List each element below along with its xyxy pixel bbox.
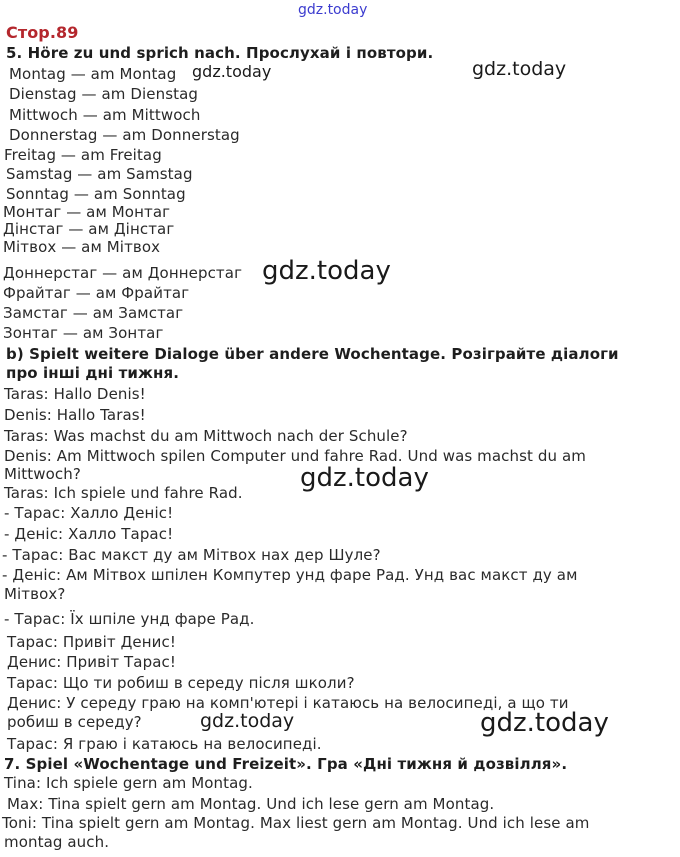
watermark: gdz.today [200,710,295,732]
dialog-de-line: Taras: Was machst du am Mittwoch nach der Schule? [4,427,408,445]
dialog-de-line: Denis: Hallo Taras! [4,406,146,424]
german-day-line: Samstag — am Samstag [6,165,193,183]
dialog-translit-line: - Тарас: Вас макст ду ам Мітвох нах дер Шуле? [2,546,381,564]
task7-heading: 7. Spiel «Wochentage und Freizeit». Гра «Дні тижня й дозвілля». [4,755,568,773]
task-b-heading: про інші дні тижня. [6,364,179,382]
dialog-uk-line: Тарас: Що ти робиш в середу після школи? [7,674,355,692]
page-title: Стор.89 [6,23,79,42]
dialog-de-line: Taras: Hallo Denis! [4,385,146,403]
dialog-translit-line: - Деніс: Халло Тарас! [4,525,174,543]
dialog-uk-line: Денис: У середу граю на комп'ютері і катаюсь на велосипеді, а що ти [7,694,569,712]
watermark: gdz.today [192,62,272,81]
translit-day-line: Доннерстаг — ам Доннерстаг [3,264,243,282]
dialog-uk-line: Денис: Привіт Тарас! [7,653,176,671]
task-b-heading: b) Spielt weitere Dialoge über andere Wochentage. Розіграйте діалоги [6,345,619,363]
translit-day-line: Замстаг — ам Замстаг [3,304,184,322]
watermark-top: gdz.today [298,2,368,18]
watermark: gdz.today [480,708,609,738]
translit-day-line: Мітвох — ам Мітвох [3,238,161,256]
german-day-line: Donnerstag — am Donnerstag [9,126,240,144]
german-day-line: Mittwoch — am Mittwoch [9,106,201,124]
task7-line: Max: Tina spielt gern am Montag. Und ich lese gern am Montag. [7,795,495,813]
translit-day-line: Монтаг — ам Монтаг [3,203,171,221]
dialog-uk-line: Тарас: Я граю і катаюсь на велосипеді. [7,735,322,753]
task7-line: montag auch. [4,833,110,851]
translit-day-line: Фрайтаг — ам Фрайтаг [3,284,190,302]
german-day-line: Freitag — am Freitag [4,146,162,164]
german-day-line: Sonntag — am Sonntag [6,185,186,203]
dialog-translit-line: Мітвох? [4,585,66,603]
dialog-de-line: Mittwoch? [4,465,81,483]
dialog-translit-line: - Деніс: Ам Мітвох шпілен Компутер унд фаре Рад. Унд вас макст ду ам [2,566,578,584]
watermark: gdz.today [472,58,567,80]
translit-day-line: Дінстаг — ам Дінстаг [3,220,175,238]
dialog-uk-line: Тарас: Привіт Денис! [7,633,176,651]
dialog-translit-line: - Тарас: Халло Деніс! [4,504,174,522]
watermark: gdz.today [300,463,429,493]
dialog-de-line: Taras: Ich spiele und fahre Rad. [4,484,243,502]
task7-line: Tina: Ich spiele gern am Montag. [4,774,253,792]
task7-line: Toni: Tina spielt gern am Montag. Max liest gern am Montag. Und ich lese am [2,814,590,832]
dialog-de-line: Denis: Am Mittwoch spilen Computer und fahre Rad. Und was machst du am [4,447,586,465]
task5-heading: 5. Höre zu und sprich nach. Прослухай і повтори. [6,44,434,62]
german-day-line: Dienstag — am Dienstag [9,85,199,103]
dialog-translit-line: - Тарас: Їх шпіле унд фаре Рад. [4,610,255,628]
german-day-line: Montag — am Montag [9,65,177,83]
watermark: gdz.today [262,256,391,286]
translit-day-line: Зонтаг — ам Зонтаг [3,324,164,342]
dialog-uk-line: робиш в середу? [7,713,142,731]
